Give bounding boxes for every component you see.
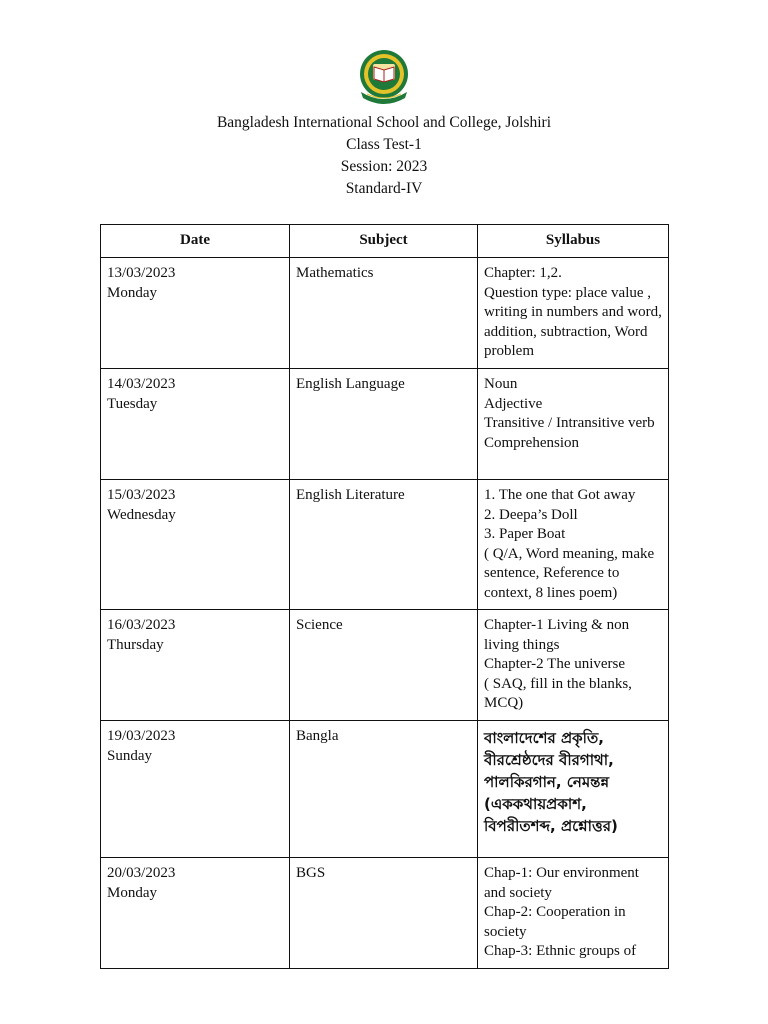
date-value: 14/03/2023 [107, 376, 176, 392]
day-value: Sunday [107, 747, 152, 764]
syllabus-cell [478, 610, 669, 721]
school-crest-icon [357, 48, 411, 108]
column-header-date: Date [101, 225, 290, 258]
exam-title: Class Test-1 [346, 136, 422, 153]
table-row [101, 858, 669, 969]
table-header-row [101, 225, 669, 258]
syllabus-cell [478, 721, 669, 858]
subject-cell: Science [290, 610, 478, 721]
syllabus-cell [478, 369, 669, 480]
subject-cell: Bangla [290, 721, 478, 858]
date-value: 20/03/2023 [107, 865, 176, 881]
date-cell [101, 480, 290, 610]
school-name: Bangladesh International School and College, Jolshiri [216, 114, 552, 131]
syllabus-text: 1. The one that Got away 2. Deepa’s Doll 3. Paper Boat ( Q/A, Word meaning, make sentence, Reference to context, 8 lines poem) [484, 487, 655, 601]
exam-schedule-table [100, 224, 669, 969]
day-value: Thursday [107, 636, 164, 653]
table-row [101, 610, 669, 721]
date-cell [101, 369, 290, 480]
subject-cell: English Language [290, 369, 478, 480]
session-label: Session: 2023 [340, 158, 428, 175]
date-value: 16/03/2023 [107, 617, 176, 633]
standard-label: Standard-IV [345, 180, 423, 197]
day-value: Monday [107, 884, 157, 901]
date-cell [101, 858, 290, 969]
table-row [101, 369, 669, 480]
column-header-syllabus: Syllabus [478, 225, 669, 258]
date-cell [101, 258, 290, 369]
syllabus-text: Chapter: 1,2. Question type: place value , writing in numbers and word, addition, subtraction, Word problem [484, 265, 662, 359]
syllabus-text: Chap-1: Our environment and society Chap-2: Cooperation in society Chap-3: Ethnic groups of [484, 865, 639, 959]
subject-cell: BGS [290, 858, 478, 969]
date-value: 19/03/2023 [107, 728, 176, 744]
document-header [0, 112, 768, 200]
syllabus-cell [478, 480, 669, 610]
syllabus-cell [478, 858, 669, 969]
date-value: 15/03/2023 [107, 487, 176, 503]
date-cell [101, 610, 290, 721]
table-row [101, 480, 669, 610]
day-value: Tuesday [107, 395, 158, 412]
subject-cell: English Literature [290, 480, 478, 610]
date-value: 13/03/2023 [107, 265, 176, 281]
table-row [101, 721, 669, 858]
subject-cell: Mathematics [290, 258, 478, 369]
syllabus-cell [478, 258, 669, 369]
column-header-subject: Subject [290, 225, 478, 258]
table-row [101, 258, 669, 369]
syllabus-text: Chapter-1 Living & non living things Chapter-2 The universe ( SAQ, fill in the blanks, MCQ) [484, 617, 632, 711]
day-value: Monday [107, 284, 157, 301]
syllabus-text: Noun Adjective Transitive / Intransitive verb Comprehension [484, 376, 655, 451]
date-cell [101, 721, 290, 858]
day-value: Wednesday [107, 506, 176, 523]
syllabus-text: বাংলাদেশের প্রকৃতি, বীরশ্রেষ্ঠদের বীরগাথা, পালকিরগান, নেমন্তন্ন (এককথায়প্রকাশ, বিপরীতশব্দ, প্রশ্নোত্তর) [484, 729, 618, 835]
